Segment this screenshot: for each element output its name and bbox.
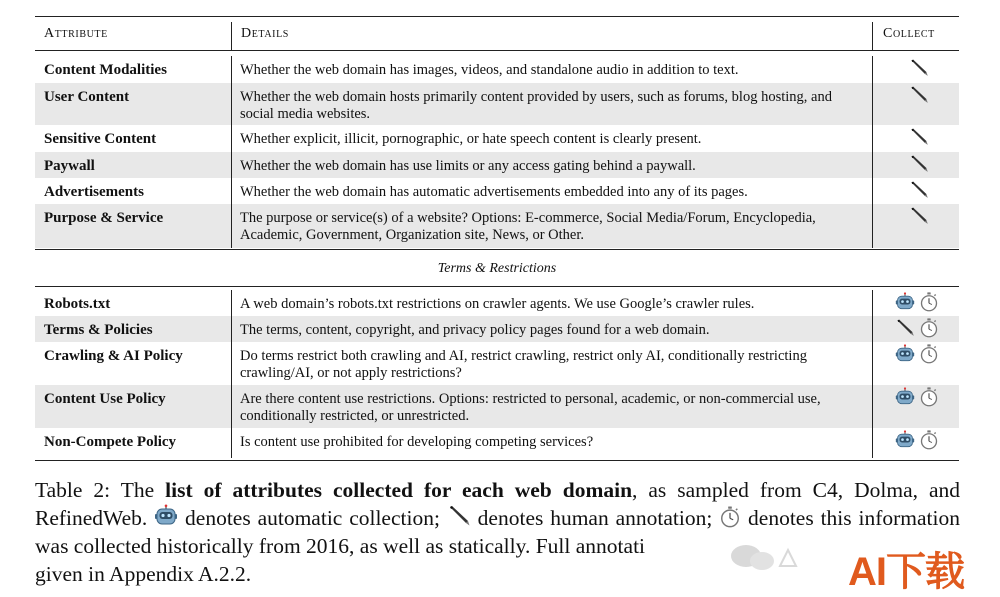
header-divider-right <box>872 22 873 50</box>
column-divider <box>872 152 873 178</box>
row-details: A web domain’s robots.txt restrictions on crawler agents. We use Google’s crawler rules. <box>240 296 755 312</box>
table-row <box>35 204 959 248</box>
column-divider <box>231 178 232 204</box>
caption-hist: denotes this information was collected historically from 2016, as well as statically. Full annotati <box>35 506 960 558</box>
column-divider <box>872 316 873 342</box>
stopwatch-icon <box>919 344 939 364</box>
section-rule-top <box>35 249 959 250</box>
row-details: Is content use prohibited for developing competing services? <box>240 434 594 450</box>
column-divider <box>872 385 873 428</box>
header-rule <box>35 50 959 51</box>
stopwatch-icon <box>919 387 939 407</box>
row-attribute: Content Modalities <box>44 62 167 78</box>
header-attribute: Attribute <box>44 26 108 41</box>
collect-icons <box>891 127 951 151</box>
table-row <box>35 83 959 125</box>
table-row <box>35 152 959 178</box>
robot-icon <box>895 292 915 312</box>
pen-icon <box>909 127 929 147</box>
column-divider <box>231 290 232 316</box>
row-details: Whether the web domain has use limits or any access gating behind a paywall. <box>240 158 696 174</box>
caption-bold: list of attributes collected for each web domain <box>165 478 633 502</box>
row-details: The terms, content, copyright, and privacy policy pages found for a web domain. <box>240 322 710 338</box>
collect-icons <box>891 344 951 368</box>
robot-icon <box>154 504 178 528</box>
stopwatch-icon <box>919 292 939 312</box>
wechat-icon <box>728 542 798 572</box>
table-row <box>35 316 959 342</box>
robot-icon <box>895 344 915 364</box>
column-divider <box>872 125 873 152</box>
stopwatch-icon <box>719 506 741 528</box>
pen-icon <box>909 58 929 78</box>
pen-icon <box>909 206 929 226</box>
caption-human: denotes human annotation; <box>470 506 720 530</box>
table-row <box>35 178 959 204</box>
column-divider <box>872 290 873 316</box>
row-attribute: Paywall <box>44 158 95 174</box>
collect-icons <box>891 387 951 411</box>
collect-icons <box>891 318 951 342</box>
row-details: Whether the web domain has images, videos, and standalone audio in addition to text. <box>240 62 739 78</box>
section-rule-bottom <box>35 286 959 287</box>
collect-icons <box>891 292 951 316</box>
robot-icon <box>895 430 915 450</box>
collect-icons <box>891 154 951 178</box>
pen-icon <box>909 85 929 105</box>
column-divider <box>231 316 232 342</box>
table-row <box>35 342 959 385</box>
column-divider <box>231 56 232 83</box>
row-attribute: Terms & Policies <box>44 322 153 338</box>
column-divider <box>872 178 873 204</box>
column-divider <box>872 428 873 458</box>
column-divider <box>231 83 232 125</box>
row-attribute: Purpose & Service <box>44 210 164 226</box>
row-attribute: Non-Compete Policy <box>44 434 177 450</box>
row-details: Whether the web domain has automatic advertisements embedded into any of its pages. <box>240 184 748 200</box>
stopwatch-icon <box>919 430 939 450</box>
column-divider <box>231 385 232 428</box>
table-row <box>35 290 959 316</box>
pen-icon <box>895 318 915 338</box>
watermark-logo: AI下载 <box>848 550 964 594</box>
column-divider <box>231 204 232 248</box>
header-details: Details <box>241 26 289 41</box>
collect-icons <box>891 430 951 454</box>
stopwatch-icon <box>919 318 939 338</box>
table-row <box>35 385 959 428</box>
table-row <box>35 125 959 152</box>
row-details: Whether the web domain hosts primarily content provided by users, such as forums, blog hosting, and social media websites. <box>240 89 832 122</box>
caption-mid: , as sampled from C4, Dolma, and RefinedWeb. <box>35 478 960 530</box>
robot-icon <box>895 387 915 407</box>
column-divider <box>231 428 232 458</box>
column-divider <box>872 204 873 248</box>
collect-icons <box>891 206 951 230</box>
column-divider <box>231 342 232 385</box>
row-details: Do terms restrict both crawling and AI, restrict crawling, restrict only AI, conditionally restricting crawling/AI, or not apply restrictions? <box>240 348 807 381</box>
header-divider-left <box>231 22 232 50</box>
table-row <box>35 56 959 83</box>
row-attribute: Robots.txt <box>44 296 111 312</box>
column-divider <box>872 83 873 125</box>
row-attribute: Sensitive Content <box>44 131 157 147</box>
row-attribute: User Content <box>44 89 130 105</box>
pen-icon <box>447 504 471 528</box>
header-collect: Collect <box>883 26 935 41</box>
collect-icons <box>891 58 951 82</box>
column-divider <box>872 56 873 83</box>
table-bottom-rule <box>35 460 959 461</box>
row-details: Are there content use restrictions. Options: restricted to personal, academic, or non-commercial use, conditionally restricted, or unrestricted. <box>240 391 821 424</box>
row-details: Whether explicit, illicit, pornographic, or hate speech content is clearly present. <box>240 131 702 147</box>
column-divider <box>231 125 232 152</box>
table-caption <box>35 476 960 588</box>
table-top-rule <box>35 16 959 17</box>
table-row <box>35 428 959 458</box>
row-details: The purpose or service(s) of a website? Options: E-commerce, Social Media/Forum, Encyclopedia, Academic, Government, Organization site, News, or Other. <box>240 210 816 243</box>
row-attribute: Crawling & AI Policy <box>44 348 183 364</box>
column-divider <box>231 152 232 178</box>
pen-icon <box>909 154 929 174</box>
caption-prefix: Table 2: The <box>35 478 166 502</box>
column-divider <box>872 342 873 385</box>
collect-icons <box>891 85 951 109</box>
collect-icons <box>891 180 951 204</box>
row-attribute: Advertisements <box>44 184 144 200</box>
pen-icon <box>909 180 929 200</box>
row-attribute: Content Use Policy <box>44 391 166 407</box>
section-label: Terms & Restrictions <box>437 261 557 276</box>
caption-auto: denotes automatic collection; <box>178 506 447 530</box>
caption-end: given in Appendix A.2.2. <box>35 562 252 586</box>
